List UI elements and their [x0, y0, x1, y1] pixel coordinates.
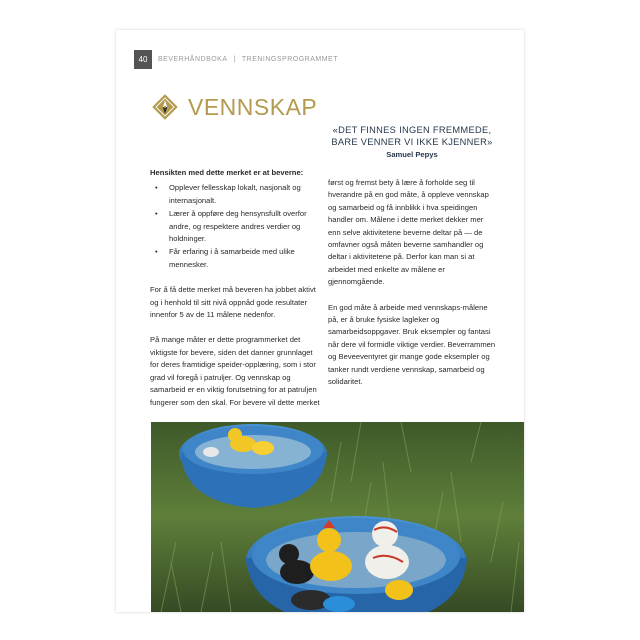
- lead-text: Hensikten med dette merket er at beverne:: [150, 168, 304, 177]
- list-item: • Opplever fellesskap lokalt, nasjonalt og internasjonalt.: [150, 182, 322, 207]
- list-item: • Lærer å oppføre deg hensynsfullt overfor andre, og respektere andres verdier og holdninger.: [150, 208, 322, 245]
- body-paragraph: først og fremst bety å lære å forholde seg til hverandre på en god måte, å oppleve vennskap og samarbeid og få innblikk i hva speidingen handler om. Målene i dette merket dekker mer enn selve aktivitetene beverne deltar på — de omfavner også måten beverne samhandler og deltar i aktivitetene på. Derfor kan man si at arbeidet med enkelte av målene er gjennomgående.: [328, 178, 489, 287]
- goal-list: [150, 182, 322, 271]
- running-head-book: BEVERHÅNDBOKA: [158, 56, 228, 63]
- page-title: VENNSKAP: [188, 94, 318, 120]
- rubber-ducks-in-tubs-photo: [151, 422, 524, 612]
- page-header: [134, 50, 338, 69]
- left-column: [150, 167, 322, 422]
- quote-text: «DET FINNES INGEN FREMMEDE, BARE VENNER VI IKKE KJENNER»: [331, 125, 493, 147]
- quote-author: Samuel Pepys: [386, 150, 438, 159]
- running-head: BEVERHÅNDBOKA | TRENINGSPROGRAMMET: [158, 56, 338, 63]
- right-column: [328, 177, 496, 402]
- page-number: 40: [134, 50, 152, 69]
- body-paragraph: En god måte å arbeide med vennskaps-målene på, er å bruke fysiske lagleker og samarbeidsoppgaver. Bruk eksempler og fantasi når dere vil formidle viktige verdier. Beverrammen og Beveeventyret gir mange gode eksempler og tanker rundt verdiene vennskap, samarbeid og solidaritet.: [328, 302, 496, 387]
- body-paragraph: For å få dette merket må beveren ha jobbet aktivt og i henhold til sitt nivå oppnåd gode resultater innenfor 5 av de 11 målene nedenfor.: [150, 285, 316, 320]
- pull-quote: [328, 124, 496, 159]
- running-head-section: TRENINGSPROGRAMMET: [241, 56, 338, 63]
- compass-icon: [150, 92, 180, 122]
- body-paragraph: På mange måter er dette programmerket det viktigste for bevere, siden det danner grunnlaget for deres framtidige speider-opplæring, som i stor grad vil foregå i patruljer. Og vennskap og samarbeid er en viktig forutsetning for at patruljen fungerer som den skal. For bevere vil dette merket: [150, 335, 320, 407]
- book-page: [116, 30, 524, 612]
- list-item: • Får erfaring i å samarbeide med ulike mennesker.: [150, 246, 322, 271]
- photo-illustration: [151, 422, 524, 612]
